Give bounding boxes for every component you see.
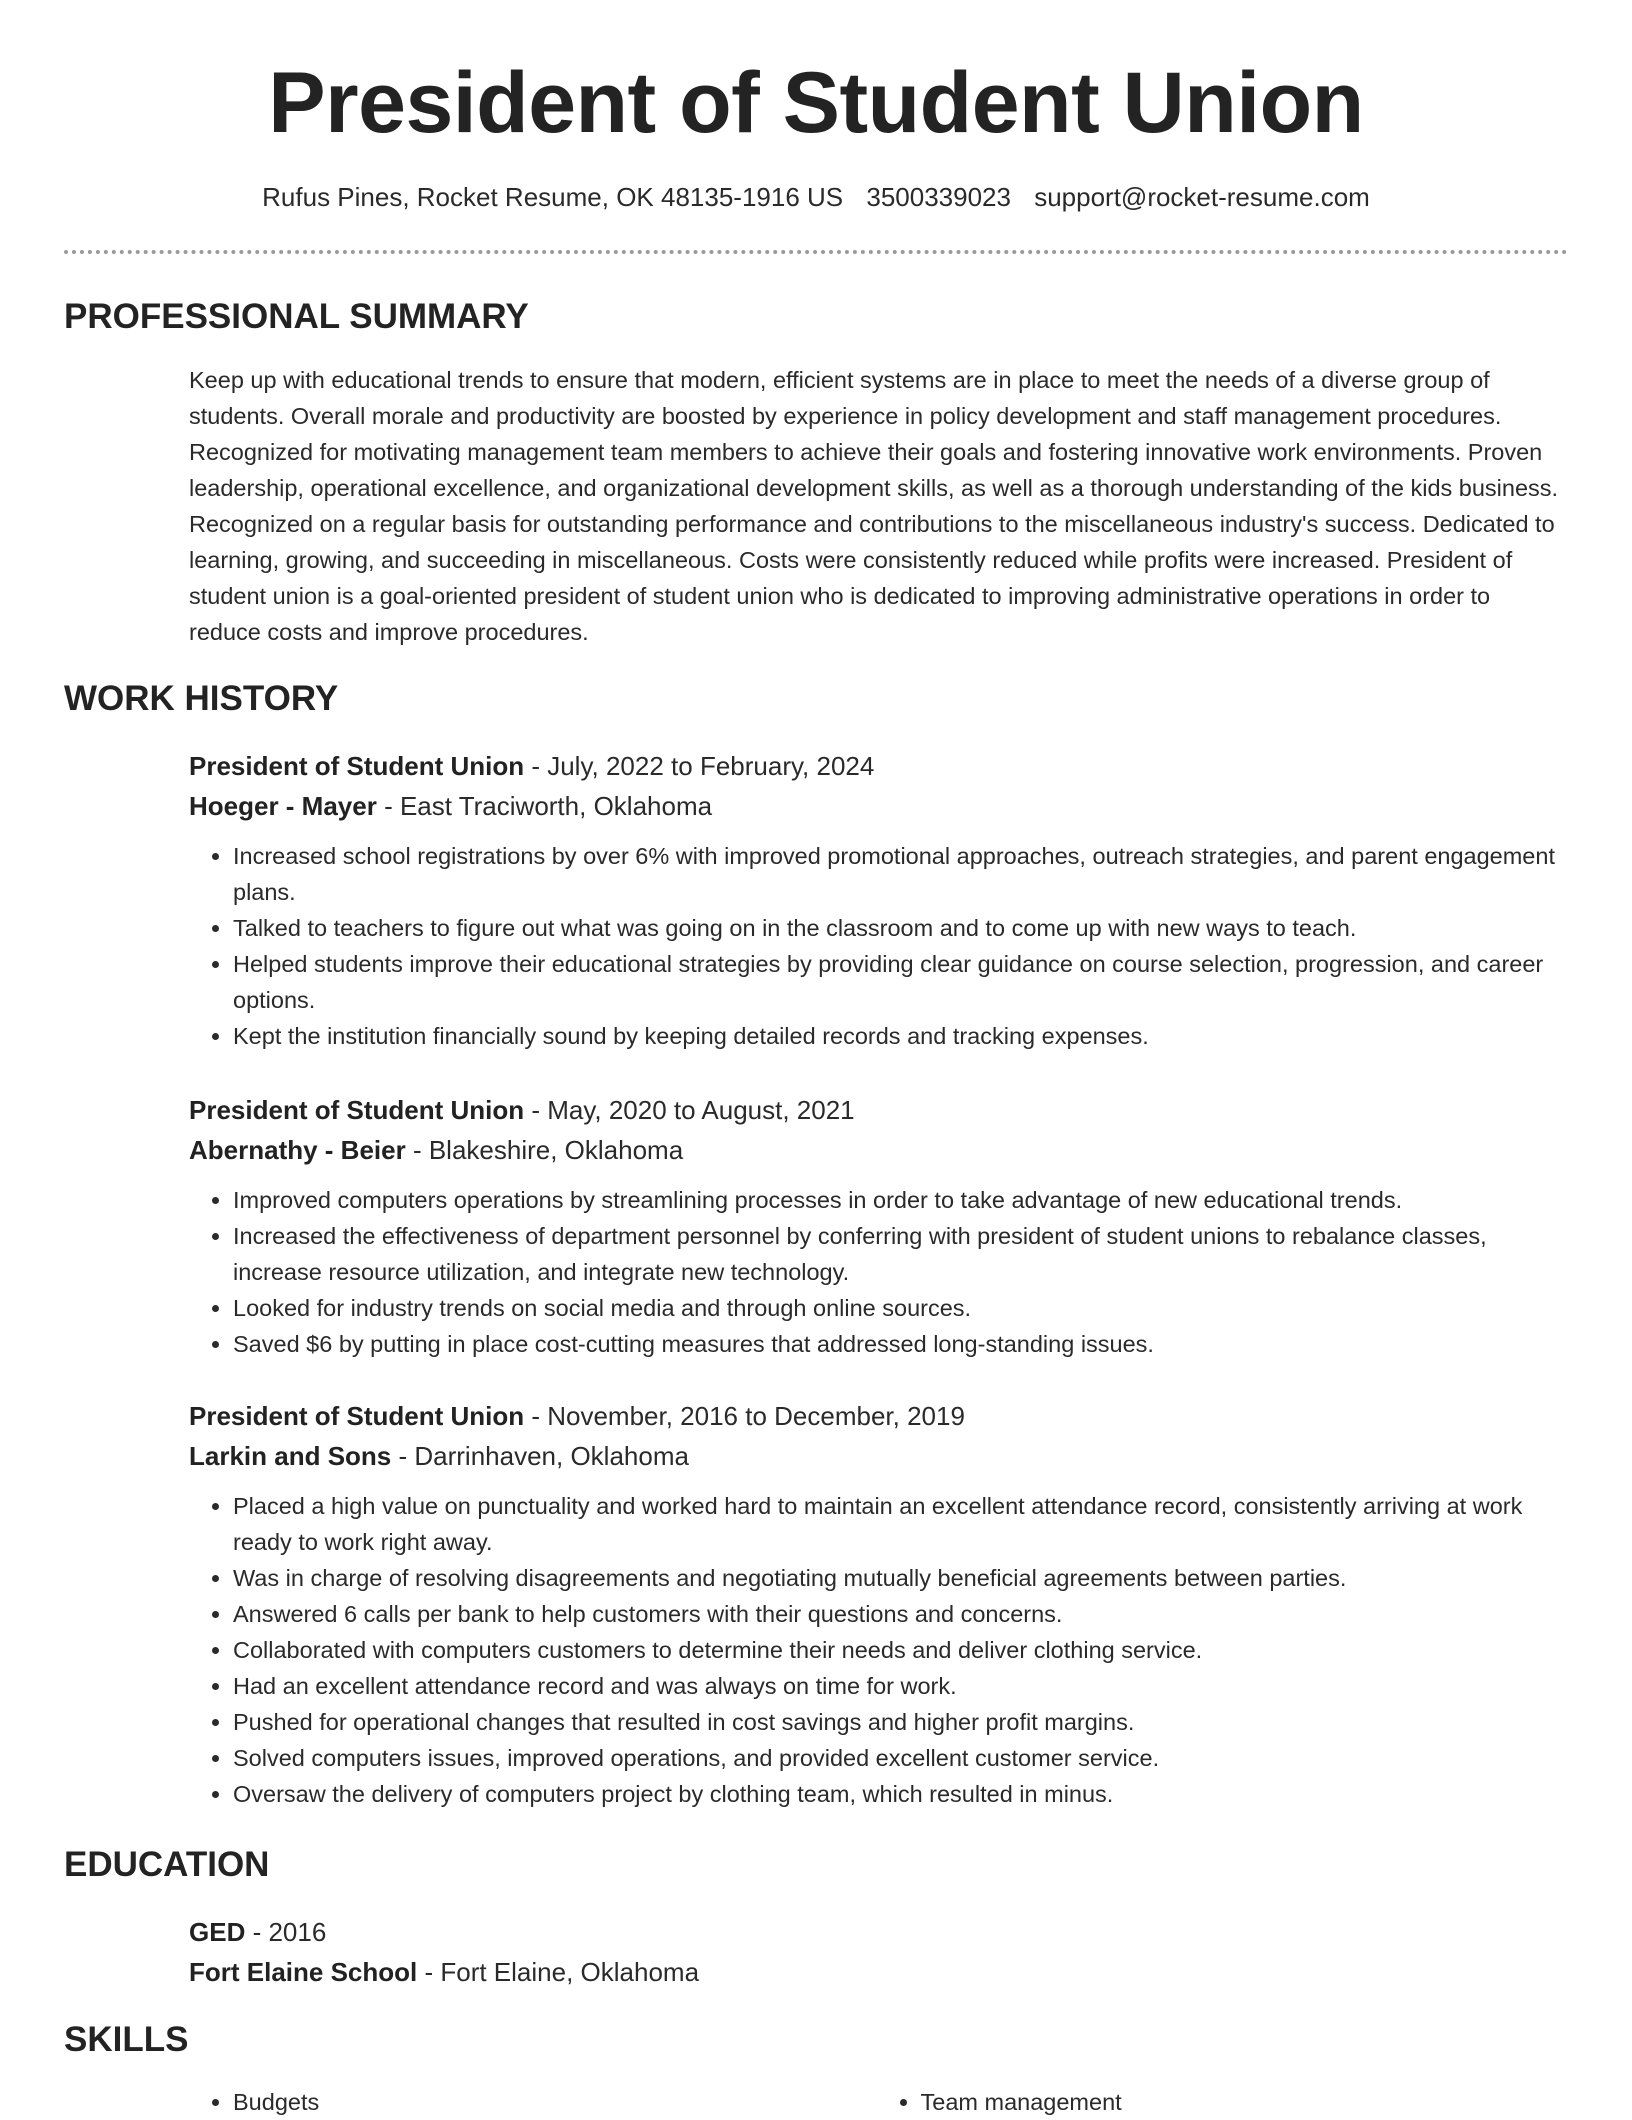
list-item: • Placed a high value on punctuality and worked hard to maintain an excellent attendance record, consistently arriving at work ready to work right away. [233,1488,1564,1560]
list-item: • Looked for industry trends on social media and through online sources. [233,1290,1564,1326]
education-section [189,1912,1564,1992]
list-item: • Improved computers operations by streamlining processes in order to take advantage of new educational trends. [233,1182,1564,1218]
list-item: • Increased the effectiveness of department personnel by conferring with president of student unions to rebalance classes, increase resource utilization, and integrate new technology. [233,1218,1564,1290]
job-title-line [189,1090,1564,1130]
list-item: • Answered 6 calls per bank to help customers with their questions and concerns. [233,1596,1564,1632]
contact-email[interactable]: support@rocket-resume.com [1034,182,1370,212]
job-role: President of Student Union [189,751,525,781]
job-bullets [189,838,1564,1054]
degree-year: - 2016 [245,1917,327,1947]
list-item: • Kept the institution financially sound by keeping detailed records and tracking expenses. [233,1018,1564,1054]
job-company: Hoeger - Mayer [189,791,377,821]
job-company: Larkin and Sons [189,1441,392,1471]
education-heading: EDUCATION [64,1845,270,1884]
list-item: • Saved $6 by putting in place cost-cutting measures that addressed long-standing issues. [233,1326,1564,1362]
job-dates: - July, 2022 to February, 2024 [524,751,875,781]
school-name: Fort Elaine School [189,1957,418,1987]
skills-section [189,2084,1564,2120]
job-role: President of Student Union [189,1401,525,1431]
list-item: • Collaborated with computers customers to determine their needs and deliver clothing service. [233,1632,1564,1668]
list-item: • Had an excellent attendance record and was always on time for work. [233,1668,1564,1704]
contact-phone: 3500339023 [866,182,1011,212]
resume-name: President of Student Union [268,55,1364,151]
job-location: - Darrinhaven, Oklahoma [391,1441,689,1471]
list-item: • Increased school registrations by over 6% with improved promotional approaches, outreach strategies, and parent engagement plans. [233,838,1564,910]
job-company-line [189,786,1564,826]
job-role: President of Student Union [189,1095,525,1125]
list-item: • Helped students improve their educational strategies by providing clear guidance on course selection, progression, and career options. [233,946,1564,1018]
summary-text: Keep up with educational trends to ensure that modern, efficient systems are in place to meet the needs of a diverse group of students. Overall morale and productivity are boosted by experience in policy development and staff management procedures. Recognized for motivating management team members to achieve their goals and fostering innovative work environments. Proven leadership, operational excellence, and organizational development skills, as well as a thorough understanding of the kids business. Recognized on a regular basis for outstanding performance and contributions to the miscellaneous industry's success. Dedicated to learning, growing, and succeeding in miscellaneous. Costs were consistently reduced while profits were increased. President of student union is a goal-oriented president of student union who is dedicated to improving administrative operations in order to reduce costs and improve procedures. [189,367,1559,645]
job-dates: - May, 2020 to August, 2021 [524,1095,855,1125]
list-item: • Oversaw the delivery of computers project by clothing team, which resulted in minus. [233,1776,1564,1812]
job-company-line [189,1436,1564,1476]
job-bullets [189,1488,1564,1812]
list-item: • Talked to teachers to figure out what was going on in the classroom and to come up with new ways to teach. [233,910,1564,946]
list-item: • Solved computers issues, improved operations, and provided excellent customer service. [233,1740,1564,1776]
job-entry-3 [189,1396,1564,1812]
skills-list [189,2084,1564,2120]
job-company: Abernathy - Beier [189,1135,406,1165]
school-location: - Fort Elaine, Oklahoma [417,1957,700,1987]
skills-heading: SKILLS [64,2020,189,2059]
skill-item: • Budgets [233,2084,877,2120]
list-item: • Was in charge of resolving disagreements and negotiating mutually beneficial agreements between parties. [233,1560,1564,1596]
degree-line [189,1912,1564,1952]
job-bullets [189,1182,1564,1362]
summary-heading: PROFESSIONAL SUMMARY [64,297,529,336]
job-entry-2 [189,1090,1564,1362]
job-entry-1 [189,746,1564,1054]
list-item: • Pushed for operational changes that resulted in cost savings and higher profit margins. [233,1704,1564,1740]
school-line [189,1952,1564,1992]
skill-item: • Team management [921,2084,1565,2120]
contact-address: Rufus Pines, Rocket Resume, OK 48135-1916 US [262,182,844,212]
job-title-line [189,1396,1564,1436]
work-history-heading: WORK HISTORY [64,679,339,718]
job-dates: - November, 2016 to December, 2019 [524,1401,965,1431]
contact-line [0,182,1632,213]
job-company-line [189,1130,1564,1170]
degree: GED [189,1917,246,1947]
summary-section [189,362,1564,650]
header-divider [64,250,1568,254]
job-location: - Blakeshire, Oklahoma [405,1135,684,1165]
job-title-line [189,746,1564,786]
job-location: - East Traciworth, Oklahoma [376,791,713,821]
